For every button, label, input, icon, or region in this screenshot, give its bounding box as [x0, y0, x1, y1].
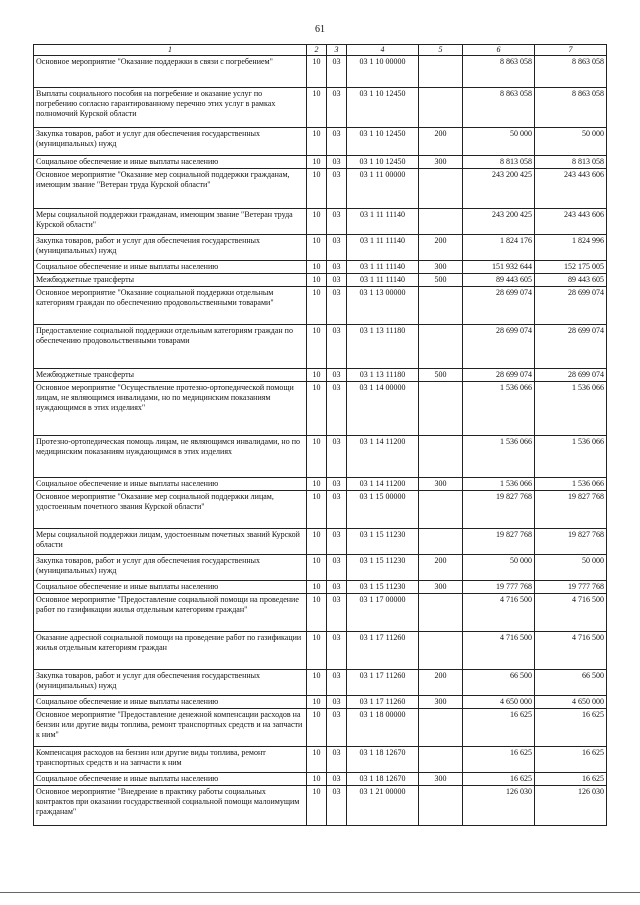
row-subsection: 03	[327, 529, 347, 555]
row-name: Основное мероприятие "Оказание мер социальной поддержки лицам, удостоенным почетного звания Курской области"	[34, 491, 307, 529]
row-section: 10	[307, 128, 327, 156]
col-header-2: 2	[307, 45, 327, 56]
row-expense-type	[419, 209, 463, 235]
row-name: Социальное обеспечение и иные выплаты населению	[34, 261, 307, 274]
row-target-code: 03 1 14 11200	[347, 436, 419, 478]
table-body	[34, 56, 607, 826]
row-name: Межбюджетные трансферты	[34, 369, 307, 382]
row-amount-year-1: 19 827 768	[463, 529, 535, 555]
row-target-code: 03 1 17 11260	[347, 632, 419, 670]
row-amount-year-1: 8 863 058	[463, 88, 535, 128]
row-amount-year-1: 89 443 605	[463, 274, 535, 287]
row-name: Меры социальной поддержки лицам, удостоенным почетных званий Курской области	[34, 529, 307, 555]
header-row	[34, 45, 607, 56]
row-amount-year-1: 4 716 500	[463, 594, 535, 632]
table-row	[34, 709, 607, 747]
row-amount-year-2: 1 536 066	[535, 436, 607, 478]
row-expense-type	[419, 632, 463, 670]
row-name: Основное мероприятие "Оказание социальной поддержки отдельным категориям граждан по обеспечению продовольственными товарами"	[34, 287, 307, 325]
row-amount-year-2: 16 625	[535, 747, 607, 773]
row-subsection: 03	[327, 235, 347, 261]
row-section: 10	[307, 274, 327, 287]
row-target-code: 03 1 17 11260	[347, 670, 419, 696]
row-subsection: 03	[327, 491, 347, 529]
row-name: Компенсация расходов на бензин или другие виды топлива, ремонт транспортных средств и на запчасти к ним	[34, 747, 307, 773]
row-expense-type: 500	[419, 274, 463, 287]
row-name: Межбюджетные трансферты	[34, 274, 307, 287]
row-amount-year-2: 50 000	[535, 555, 607, 581]
row-amount-year-1: 4 650 000	[463, 696, 535, 709]
col-header-3: 3	[327, 45, 347, 56]
row-name: Социальное обеспечение и иные выплаты населению	[34, 478, 307, 491]
table-row	[34, 773, 607, 786]
row-target-code: 03 1 13 00000	[347, 287, 419, 325]
row-amount-year-1: 1 824 176	[463, 235, 535, 261]
row-name: Протезно-ортопедическая помощь лицам, не являющимся инвалидами, но по медицинским показаниям нуждающимся в этих изделиях	[34, 436, 307, 478]
row-name: Оказание адресной социальной помощи на проведение работ по газификации жилья отдельным категориям граждан	[34, 632, 307, 670]
row-section: 10	[307, 670, 327, 696]
row-amount-year-2: 1 536 066	[535, 478, 607, 491]
row-amount-year-1: 126 030	[463, 786, 535, 826]
row-expense-type	[419, 594, 463, 632]
row-section: 10	[307, 594, 327, 632]
row-amount-year-1: 66 500	[463, 670, 535, 696]
row-section: 10	[307, 491, 327, 529]
row-target-code: 03 1 17 11260	[347, 696, 419, 709]
row-section: 10	[307, 156, 327, 169]
row-target-code: 03 1 10 12450	[347, 156, 419, 169]
row-amount-year-1: 1 536 066	[463, 478, 535, 491]
row-amount-year-2: 4 716 500	[535, 632, 607, 670]
row-amount-year-1: 28 699 074	[463, 369, 535, 382]
row-target-code: 03 1 18 12670	[347, 747, 419, 773]
row-section: 10	[307, 88, 327, 128]
table-row	[34, 696, 607, 709]
row-subsection: 03	[327, 632, 347, 670]
row-expense-type	[419, 786, 463, 826]
row-amount-year-2: 16 625	[535, 709, 607, 747]
table-row	[34, 786, 607, 826]
row-subsection: 03	[327, 382, 347, 436]
table-row	[34, 56, 607, 88]
row-amount-year-2: 4 650 000	[535, 696, 607, 709]
row-amount-year-1: 16 625	[463, 709, 535, 747]
row-expense-type: 200	[419, 670, 463, 696]
row-subsection: 03	[327, 274, 347, 287]
table-row	[34, 632, 607, 670]
row-expense-type: 300	[419, 773, 463, 786]
row-subsection: 03	[327, 696, 347, 709]
row-name: Основное мероприятие "Оказание поддержки в связи с погребением"	[34, 56, 307, 88]
row-subsection: 03	[327, 287, 347, 325]
bottom-rule	[0, 892, 640, 893]
col-header-7: 7	[535, 45, 607, 56]
row-subsection: 03	[327, 478, 347, 491]
row-subsection: 03	[327, 369, 347, 382]
row-subsection: 03	[327, 670, 347, 696]
row-amount-year-1: 243 200 425	[463, 169, 535, 209]
row-expense-type: 300	[419, 261, 463, 274]
table-row	[34, 88, 607, 128]
row-section: 10	[307, 382, 327, 436]
row-section: 10	[307, 436, 327, 478]
row-name: Основное мероприятие "Предоставление денежной компенсации расходов на бензин или другие виды топлива, ремонт транспортных средств и на запчасти к ним"	[34, 709, 307, 747]
table-row	[34, 478, 607, 491]
row-target-code: 03 1 13 11180	[347, 325, 419, 369]
row-expense-type	[419, 88, 463, 128]
row-amount-year-2: 28 699 074	[535, 369, 607, 382]
row-amount-year-2: 8 863 058	[535, 88, 607, 128]
row-expense-type	[419, 436, 463, 478]
row-name: Меры социальной поддержки гражданам, имеющим звание "Ветеран труда Курской области"	[34, 209, 307, 235]
row-name: Закупка товаров, работ и услуг для обеспечения государственных (муниципальных) нужд	[34, 235, 307, 261]
row-target-code: 03 1 10 00000	[347, 56, 419, 88]
row-section: 10	[307, 786, 327, 826]
row-amount-year-2: 19 777 768	[535, 581, 607, 594]
row-section: 10	[307, 287, 327, 325]
col-header-1: 1	[34, 45, 307, 56]
row-section: 10	[307, 632, 327, 670]
row-amount-year-1: 151 932 644	[463, 261, 535, 274]
table-row	[34, 261, 607, 274]
row-name: Социальное обеспечение и иные выплаты населению	[34, 696, 307, 709]
row-amount-year-2: 19 827 768	[535, 491, 607, 529]
table-row	[34, 382, 607, 436]
row-section: 10	[307, 709, 327, 747]
row-subsection: 03	[327, 325, 347, 369]
row-target-code: 03 1 15 11230	[347, 581, 419, 594]
table-row	[34, 209, 607, 235]
row-section: 10	[307, 529, 327, 555]
row-section: 10	[307, 325, 327, 369]
row-target-code: 03 1 15 00000	[347, 491, 419, 529]
row-target-code: 03 1 18 00000	[347, 709, 419, 747]
row-target-code: 03 1 15 11230	[347, 555, 419, 581]
row-subsection: 03	[327, 209, 347, 235]
row-target-code: 03 1 13 11180	[347, 369, 419, 382]
row-amount-year-2: 66 500	[535, 670, 607, 696]
budget-table	[33, 44, 607, 826]
row-section: 10	[307, 261, 327, 274]
row-expense-type: 200	[419, 555, 463, 581]
row-subsection: 03	[327, 56, 347, 88]
col-header-4: 4	[347, 45, 419, 56]
row-amount-year-1: 19 827 768	[463, 491, 535, 529]
col-header-5: 5	[419, 45, 463, 56]
row-amount-year-2: 4 716 500	[535, 594, 607, 632]
row-expense-type	[419, 382, 463, 436]
row-amount-year-1: 50 000	[463, 555, 535, 581]
table-row	[34, 594, 607, 632]
row-expense-type	[419, 747, 463, 773]
row-target-code: 03 1 14 00000	[347, 382, 419, 436]
row-subsection: 03	[327, 786, 347, 826]
row-name: Основное мероприятие "Предоставление социальной помощи на проведение работ по газификации жилья отдельным категориям граждан"	[34, 594, 307, 632]
row-expense-type	[419, 325, 463, 369]
row-amount-year-2: 28 699 074	[535, 325, 607, 369]
table-row	[34, 369, 607, 382]
row-expense-type: 200	[419, 128, 463, 156]
row-amount-year-2: 50 000	[535, 128, 607, 156]
row-subsection: 03	[327, 261, 347, 274]
table-row	[34, 169, 607, 209]
row-subsection: 03	[327, 594, 347, 632]
row-amount-year-2: 19 827 768	[535, 529, 607, 555]
row-section: 10	[307, 56, 327, 88]
row-name: Основное мероприятие "Осуществление протезно-ортопедической помощи лицам, не являющимся инвалидами, но по медицинским показаниям нуждающимся в этих изделиях"	[34, 382, 307, 436]
row-subsection: 03	[327, 747, 347, 773]
row-section: 10	[307, 478, 327, 491]
row-expense-type	[419, 709, 463, 747]
row-subsection: 03	[327, 128, 347, 156]
row-section: 10	[307, 747, 327, 773]
row-section: 10	[307, 235, 327, 261]
row-amount-year-1: 16 625	[463, 747, 535, 773]
row-subsection: 03	[327, 773, 347, 786]
row-subsection: 03	[327, 436, 347, 478]
row-target-code: 03 1 11 11140	[347, 274, 419, 287]
row-target-code: 03 1 14 11200	[347, 478, 419, 491]
table-row	[34, 491, 607, 529]
row-target-code: 03 1 21 00000	[347, 786, 419, 826]
row-amount-year-2: 243 443 606	[535, 169, 607, 209]
row-expense-type	[419, 169, 463, 209]
row-section: 10	[307, 169, 327, 209]
row-expense-type: 500	[419, 369, 463, 382]
row-amount-year-2: 1 824 996	[535, 235, 607, 261]
row-expense-type: 300	[419, 478, 463, 491]
row-amount-year-1: 1 536 066	[463, 382, 535, 436]
row-expense-type	[419, 287, 463, 325]
table-row	[34, 287, 607, 325]
table-row	[34, 670, 607, 696]
row-section: 10	[307, 209, 327, 235]
row-subsection: 03	[327, 156, 347, 169]
row-section: 10	[307, 555, 327, 581]
row-name: Закупка товаров, работ и услуг для обеспечения государственных (муниципальных) нужд	[34, 555, 307, 581]
table-row	[34, 235, 607, 261]
table-row	[34, 555, 607, 581]
row-amount-year-2: 89 443 605	[535, 274, 607, 287]
row-amount-year-2: 152 175 005	[535, 261, 607, 274]
col-header-6: 6	[463, 45, 535, 56]
row-expense-type	[419, 529, 463, 555]
table-row	[34, 128, 607, 156]
table-row	[34, 274, 607, 287]
row-expense-type	[419, 491, 463, 529]
row-target-code: 03 1 10 12450	[347, 128, 419, 156]
row-amount-year-2: 8 813 058	[535, 156, 607, 169]
row-amount-year-2: 1 536 066	[535, 382, 607, 436]
row-expense-type: 300	[419, 156, 463, 169]
row-amount-year-2: 8 863 058	[535, 56, 607, 88]
row-expense-type: 300	[419, 581, 463, 594]
row-name: Предоставление социальной поддержки отдельным категориям граждан по обеспечению продовольственными товарами	[34, 325, 307, 369]
row-target-code: 03 1 11 11140	[347, 209, 419, 235]
row-name: Основное мероприятие "Оказание мер социальной поддержки гражданам, имеющим звание "Ветеран труда Курской области"	[34, 169, 307, 209]
row-amount-year-1: 16 625	[463, 773, 535, 786]
row-amount-year-1: 8 863 058	[463, 56, 535, 88]
row-target-code: 03 1 17 00000	[347, 594, 419, 632]
row-amount-year-1: 28 699 074	[463, 287, 535, 325]
row-name: Основное мероприятие "Внедрение в практику работы социальных контрактов при оказании государственной социальной помощи малоимущим гражданам"	[34, 786, 307, 826]
row-amount-year-1: 4 716 500	[463, 632, 535, 670]
row-name: Социальное обеспечение и иные выплаты населению	[34, 773, 307, 786]
row-amount-year-2: 28 699 074	[535, 287, 607, 325]
row-target-code: 03 1 11 00000	[347, 169, 419, 209]
table-row	[34, 325, 607, 369]
row-subsection: 03	[327, 581, 347, 594]
row-subsection: 03	[327, 88, 347, 128]
row-expense-type	[419, 56, 463, 88]
row-name: Закупка товаров, работ и услуг для обеспечения государственных (муниципальных) нужд	[34, 670, 307, 696]
table-row	[34, 436, 607, 478]
row-amount-year-1: 243 200 425	[463, 209, 535, 235]
row-expense-type: 300	[419, 696, 463, 709]
row-subsection: 03	[327, 555, 347, 581]
row-subsection: 03	[327, 169, 347, 209]
row-target-code: 03 1 11 11140	[347, 261, 419, 274]
row-name: Закупка товаров, работ и услуг для обеспечения государственных (муниципальных) нужд	[34, 128, 307, 156]
row-subsection: 03	[327, 709, 347, 747]
row-amount-year-2: 243 443 606	[535, 209, 607, 235]
row-name: Выплаты социального пособия на погребение и оказание услуг по погребению согласно гарантированному перечню этих услуг в рамках полномочий Курской области	[34, 88, 307, 128]
row-expense-type: 200	[419, 235, 463, 261]
row-target-code: 03 1 10 12450	[347, 88, 419, 128]
row-amount-year-1: 8 813 058	[463, 156, 535, 169]
table-row	[34, 156, 607, 169]
row-target-code: 03 1 11 11140	[347, 235, 419, 261]
table-row	[34, 747, 607, 773]
row-amount-year-1: 28 699 074	[463, 325, 535, 369]
row-amount-year-2: 126 030	[535, 786, 607, 826]
table-row	[34, 529, 607, 555]
row-section: 10	[307, 581, 327, 594]
row-name: Социальное обеспечение и иные выплаты населению	[34, 156, 307, 169]
row-target-code: 03 1 15 11230	[347, 529, 419, 555]
row-amount-year-1: 1 536 066	[463, 436, 535, 478]
table-row	[34, 581, 607, 594]
row-name: Социальное обеспечение и иные выплаты населению	[34, 581, 307, 594]
row-section: 10	[307, 696, 327, 709]
row-target-code: 03 1 18 12670	[347, 773, 419, 786]
page-number: 61	[315, 24, 325, 35]
row-section: 10	[307, 773, 327, 786]
row-amount-year-1: 19 777 768	[463, 581, 535, 594]
row-section: 10	[307, 369, 327, 382]
row-amount-year-1: 50 000	[463, 128, 535, 156]
row-amount-year-2: 16 625	[535, 773, 607, 786]
